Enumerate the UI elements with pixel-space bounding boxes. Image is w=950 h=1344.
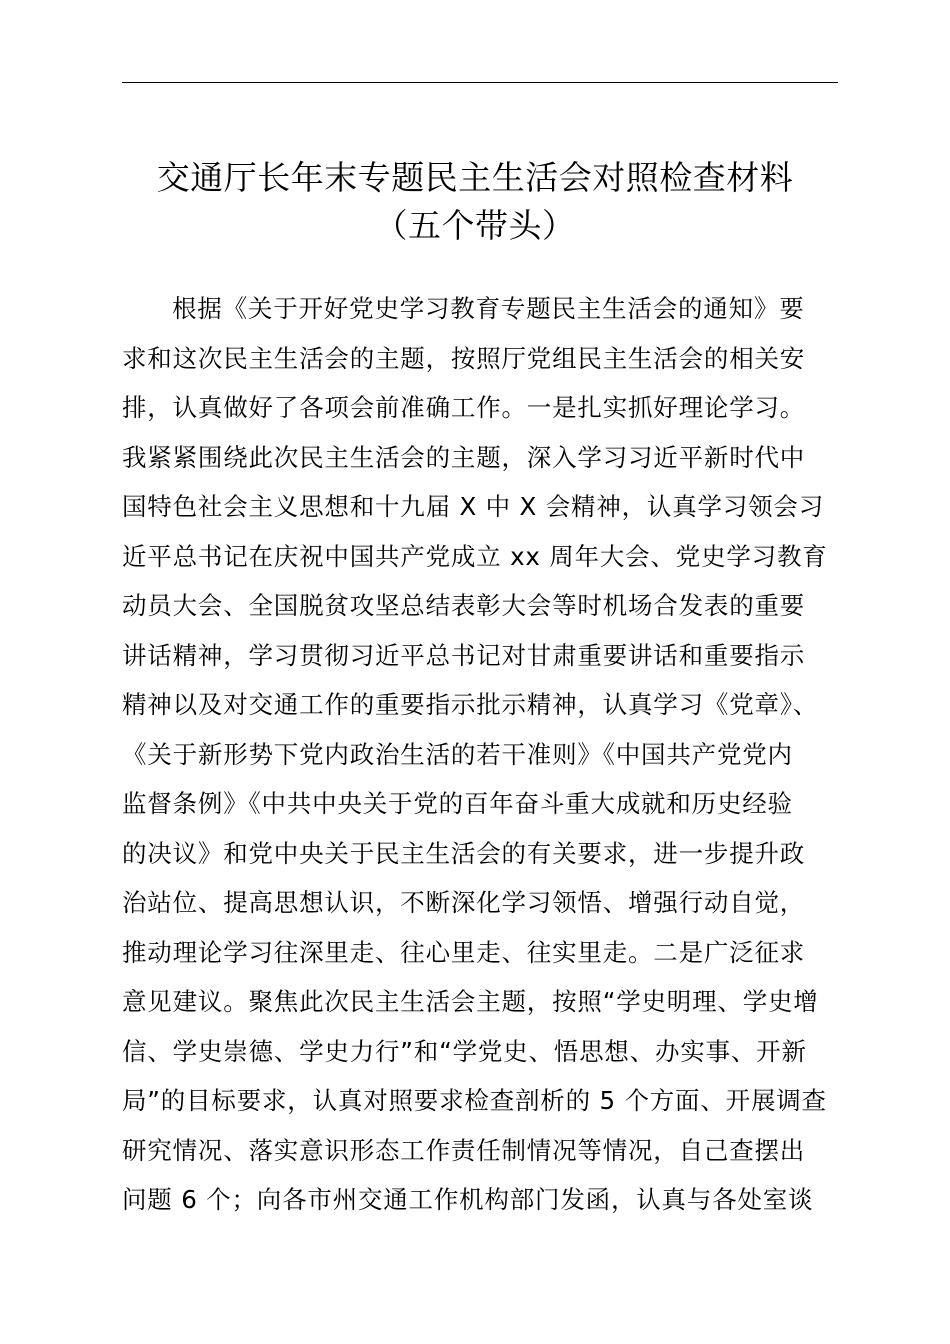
header-rule xyxy=(122,82,838,83)
paragraph-line: 监督条例》《中共中央关于党的百年奋斗重大成就和历史经验 xyxy=(122,789,793,818)
paragraph-line: 近平总书记在庆祝中国共产党成立 xx 周年大会、党史学习教育 xyxy=(122,541,828,571)
document-subtitle: （五个带头） xyxy=(374,206,576,245)
paragraph-line: 局”的目标要求，认真对照要求检查剖析的 5 个方面、开展调查 xyxy=(122,1086,827,1115)
paragraph-line: 求和这次民主生活会的主题，按照厅党组民主生活会的相关安 xyxy=(122,343,806,373)
paragraph-line: 精神以及对交通工作的重要指示批示精神，认真学习《党章》、 xyxy=(122,690,819,719)
paragraph-line: 动员大会、全国脱贫攻坚总结表彰大会等时机场合发表的重要 xyxy=(122,591,806,620)
paragraph-line: 《关于新形势下党内政治生活的若干准则》《中国共产党党内 xyxy=(122,739,793,769)
paragraph-line: 讲话精神，学习贯彻习近平总书记对甘肃重要讲话和重要指示 xyxy=(122,640,806,670)
paragraph-line: 我紧紧围绕此次民主生活会的主题，深入学习习近平新时代中 xyxy=(122,442,806,472)
paragraph-line: 研究情况、落实意识形态工作责任制情况等情况，自己查摆出 xyxy=(122,1135,806,1165)
paragraph-line: 信、学史崇德、学史力行”和“学党史、悟思想、办实事、开新 xyxy=(122,1036,807,1066)
paragraph-line: 国特色社会主义思想和十九届 X 中 X 会精神，认真学习领会习 xyxy=(122,492,825,521)
document-title: 交通厅长年末专题民主生活会对照检查材料 xyxy=(156,158,794,197)
paragraph-line: 意见建议。聚焦此次民主生活会主题，按照“学史明理、学史增 xyxy=(122,987,819,1016)
paragraph-line: 排，认真做好了各项会前准确工作。一是扎实抓好理论学习。 xyxy=(122,393,806,422)
paragraph-line: 推动理论学习往深里走、往心里走、往实里走。二是广泛征求 xyxy=(122,937,806,967)
paragraph-line: 治站位、提高思想认识，不断深化学习领悟、增强行动自觉， xyxy=(122,888,806,917)
body-paragraph xyxy=(122,284,842,1225)
paragraph-line: 的决议》和党中央关于民主生活会的有关要求，进一步提升政 xyxy=(122,838,806,868)
paragraph-line: 根据《关于开好党史学习教育专题民主生活会的通知》要 xyxy=(172,294,805,323)
paragraph-line: 问题 6 个；向各市州交通工作机构部门发函，认真与各处室谈 xyxy=(122,1185,814,1214)
